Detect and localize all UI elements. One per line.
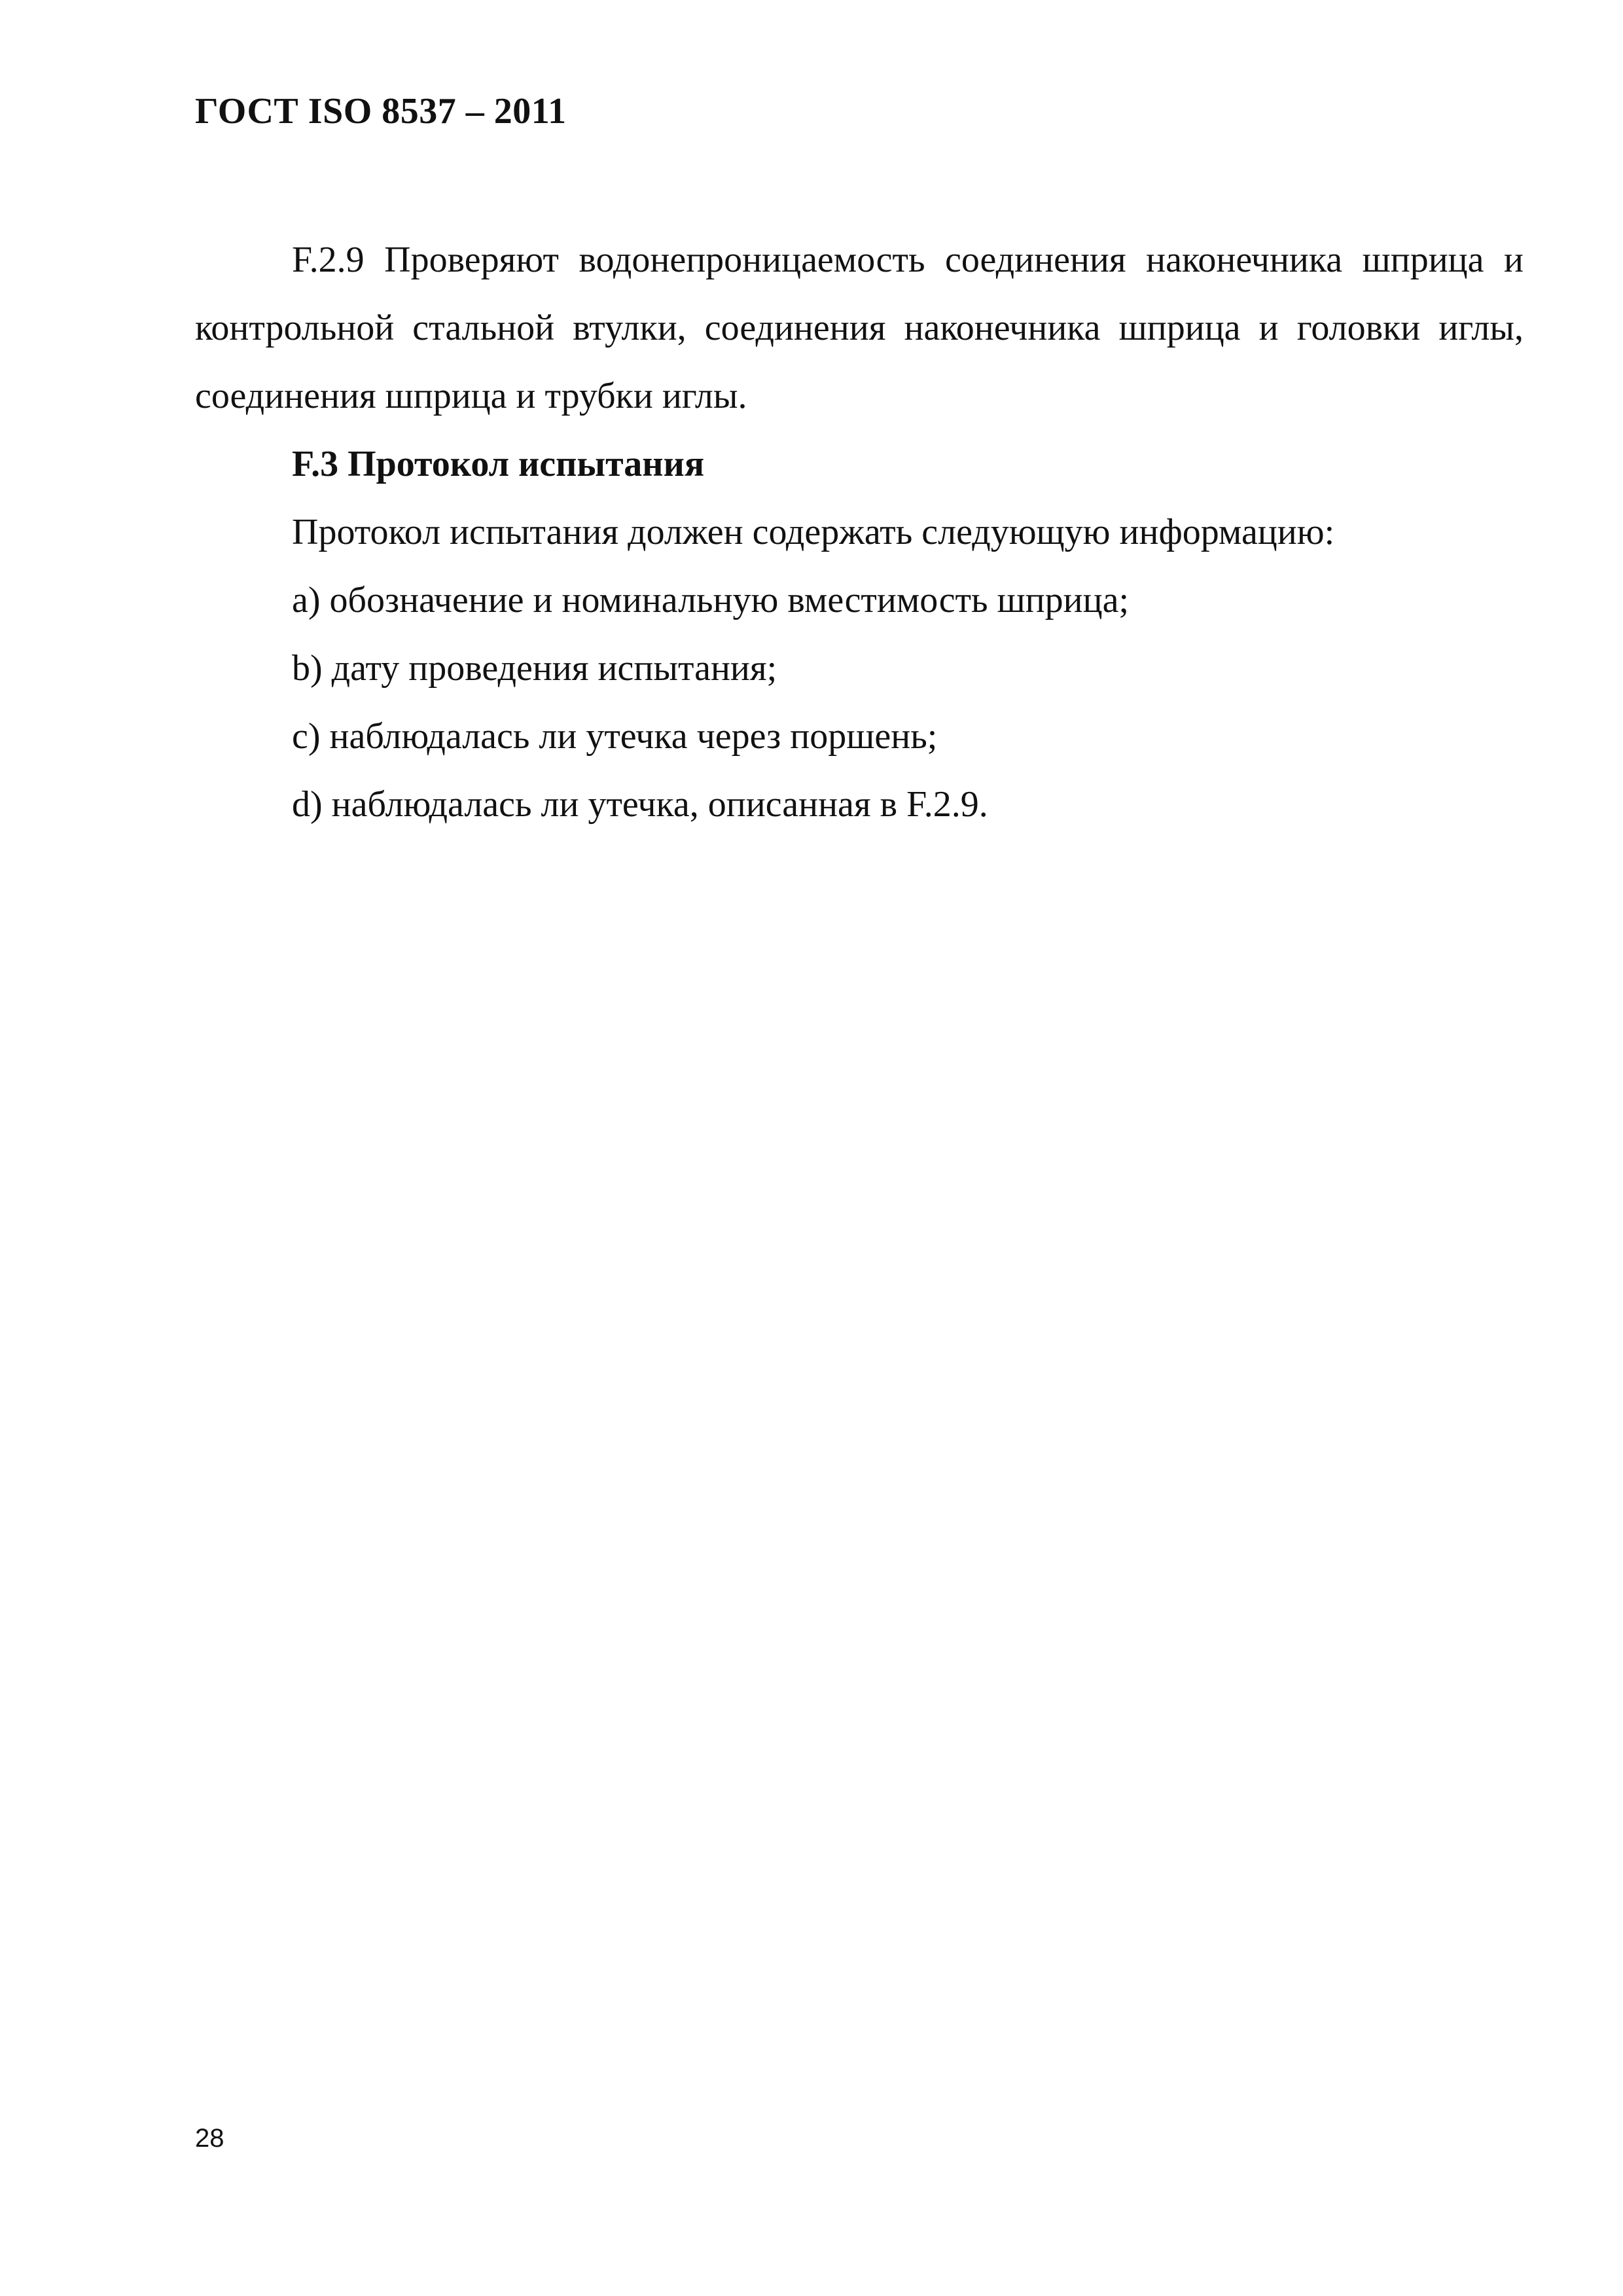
section-heading-f-3: F.3 Протокол испытания — [292, 444, 705, 484]
list-item: с) наблюдалась ли утечка через поршень; — [292, 716, 938, 757]
protocol-items-list — [195, 566, 1524, 838]
section-intro: Протокол испытания должен содержать следующую информацию: — [292, 512, 1335, 552]
list-item: а) обозначение и номинальную вместимость шприца; — [292, 580, 1130, 620]
document-header: ГОСТ ISO 8537 – 2011 — [195, 91, 567, 132]
document-body — [195, 226, 1524, 838]
page-number: 28 — [195, 2124, 224, 2153]
list-item: d) наблюдалась ли утечка, описанная в F.2.9. — [292, 784, 988, 825]
list-item: b) дату проведения испытания; — [292, 648, 777, 689]
paragraph-f-2-9: F.2.9 Проверяют водонепроницаемость соединения наконечника шприца и контрольной стальной втулки, соединения наконечника шприца и головки иглы, соединения шприца и трубки иглы. — [195, 240, 1524, 416]
